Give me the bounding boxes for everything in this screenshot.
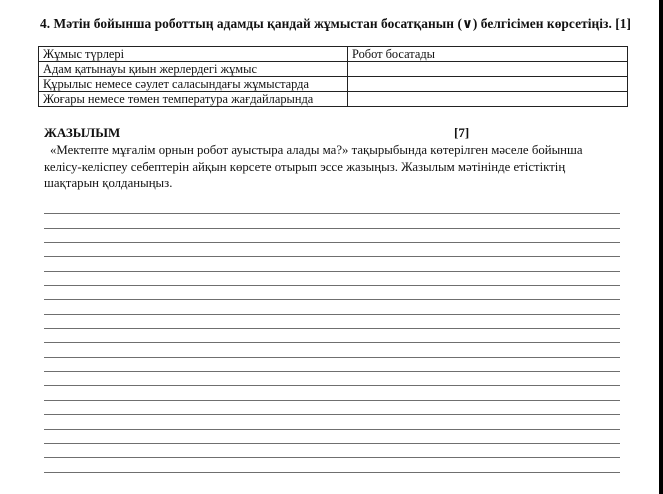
table-row [39, 62, 628, 77]
writing-line[interactable] [44, 272, 620, 286]
writing-line[interactable] [44, 372, 620, 386]
table-cell-work-type: Құрылыс немесе сәулет саласындағы жұмыстарда [39, 77, 348, 92]
writing-line[interactable] [44, 444, 620, 458]
writing-line[interactable] [44, 386, 620, 400]
essay-prompt-line: шақтарын қолданыңыз. [44, 176, 173, 190]
task-table [38, 46, 628, 107]
table-header-cell-work-types: Жұмыс түрлері [39, 47, 348, 62]
writing-line[interactable] [44, 415, 620, 429]
writing-lines-area[interactable] [44, 200, 620, 473]
writing-line[interactable] [44, 358, 620, 372]
table-header-cell-robot-frees: Робот босатады [348, 47, 628, 62]
writing-line[interactable] [44, 315, 620, 329]
section-score: [7] [454, 125, 470, 140]
table-cell-answer[interactable] [348, 92, 628, 107]
writing-line[interactable] [44, 257, 620, 271]
table-row [39, 92, 628, 107]
writing-line[interactable] [44, 229, 620, 243]
table-cell-answer[interactable] [348, 77, 628, 92]
writing-line[interactable] [44, 200, 620, 214]
essay-prompt-line: келісу-келіспеу себептерін айқын көрсете отырып эссе жазыңыз. Жазылым мәтінінде етістіктің [44, 159, 566, 174]
section-heading: ЖАЗЫЛЫМ [44, 125, 121, 140]
writing-line[interactable] [44, 343, 620, 357]
essay-prompt [44, 142, 614, 192]
writing-line[interactable] [44, 243, 620, 257]
table-cell-work-type: Жоғары немесе төмен температура жағдайларында [39, 92, 348, 107]
table-cell-answer[interactable] [348, 62, 628, 77]
writing-line[interactable] [44, 458, 620, 472]
writing-line[interactable] [44, 401, 620, 415]
table-header-row [39, 47, 628, 62]
writing-line[interactable] [44, 329, 620, 343]
writing-line[interactable] [44, 214, 620, 228]
writing-line[interactable] [44, 286, 620, 300]
page-edge-bar [659, 0, 663, 494]
table-cell-work-type: Адам қатынауы қиын жерлердегі жұмыс [39, 62, 348, 77]
writing-line[interactable] [44, 300, 620, 314]
question-title: 4. Мәтін бойынша роботтың адамды қандай жұмыстан босатқанын (∨) белгісімен көрсетіңіз. [1] [40, 16, 632, 31]
essay-prompt-line: «Мектепте мұғалім орнын робот ауыстыра алады ма?» тақырыбында көтерілген мәселе бойынша [50, 143, 583, 157]
writing-line[interactable] [44, 430, 620, 444]
table-row [39, 77, 628, 92]
